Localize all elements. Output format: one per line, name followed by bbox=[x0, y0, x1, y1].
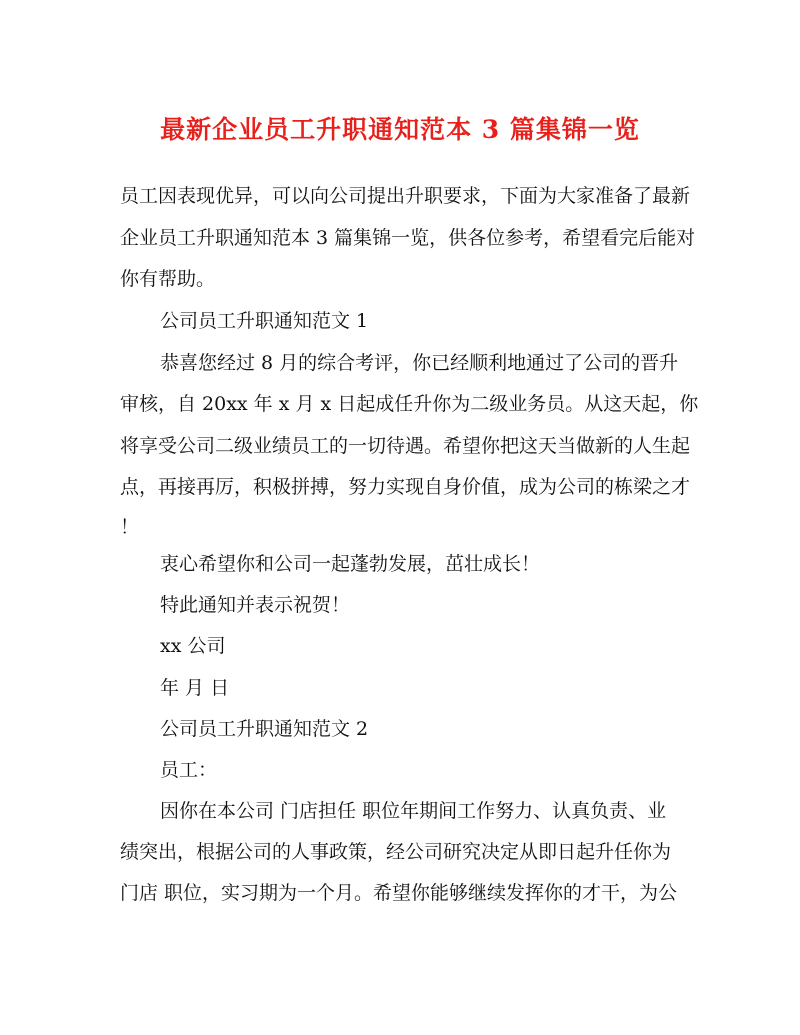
sample1-body-line: 将享受公司二级业绩员工的一切待遇。希望你把这天当做新的人生起 bbox=[120, 435, 691, 457]
sample1-wish: 衷心希望你和公司一起蓬勃发展，茁壮成长！ bbox=[160, 553, 541, 575]
sample1-date: 年 月 日 bbox=[160, 677, 230, 699]
sample2-body-line: 因你在本公司 门店担任 职位年期间工作努力、认真负责、业 bbox=[160, 800, 667, 822]
sample1-body-line: 点，再接再厉，积极拼搏，努力实现自身价值，成为公司的栋梁之才 bbox=[120, 476, 691, 498]
sample1-body-line: 恭喜您经过 8 月的综合考评，你已经顺利地通过了公司的晋升 bbox=[160, 352, 679, 374]
sample2-salutation: 员工： bbox=[160, 759, 218, 781]
sample2-body-line: 绩突出，根据公司的人事政策，经公司研究决定从即日起升任你为 bbox=[120, 841, 672, 863]
sample1-heading: 公司员工升职通知范文 1 bbox=[160, 310, 369, 332]
intro-line: 企业员工升职通知范本 3 篇集锦一览，供各位参考，希望看完后能对 bbox=[120, 227, 696, 249]
document-title: 最新企业员工升职通知范本 3 篇集锦一览 bbox=[160, 115, 640, 144]
sample1-company: xx 公司 bbox=[160, 635, 226, 657]
sample2-heading: 公司员工升职通知范文 2 bbox=[160, 718, 369, 740]
sample2-body-line: 门店 职位，实习期为一个月。希望你能够继续发挥你的才干，为公 bbox=[120, 882, 678, 904]
sample1-body-line: 审核，自 20xx 年 x 月 x 日起成任升你为二级业务员。从这天起，你 bbox=[120, 393, 699, 415]
sample1-closing: 特此通知并表示祝贺！ bbox=[160, 594, 351, 616]
intro-line: 员工因表现优异，可以向公司提出升职要求，下面为大家准备了最新 bbox=[120, 185, 691, 207]
sample1-body-line: ！ bbox=[120, 516, 140, 538]
intro-line: 你有帮助。 bbox=[120, 268, 216, 290]
